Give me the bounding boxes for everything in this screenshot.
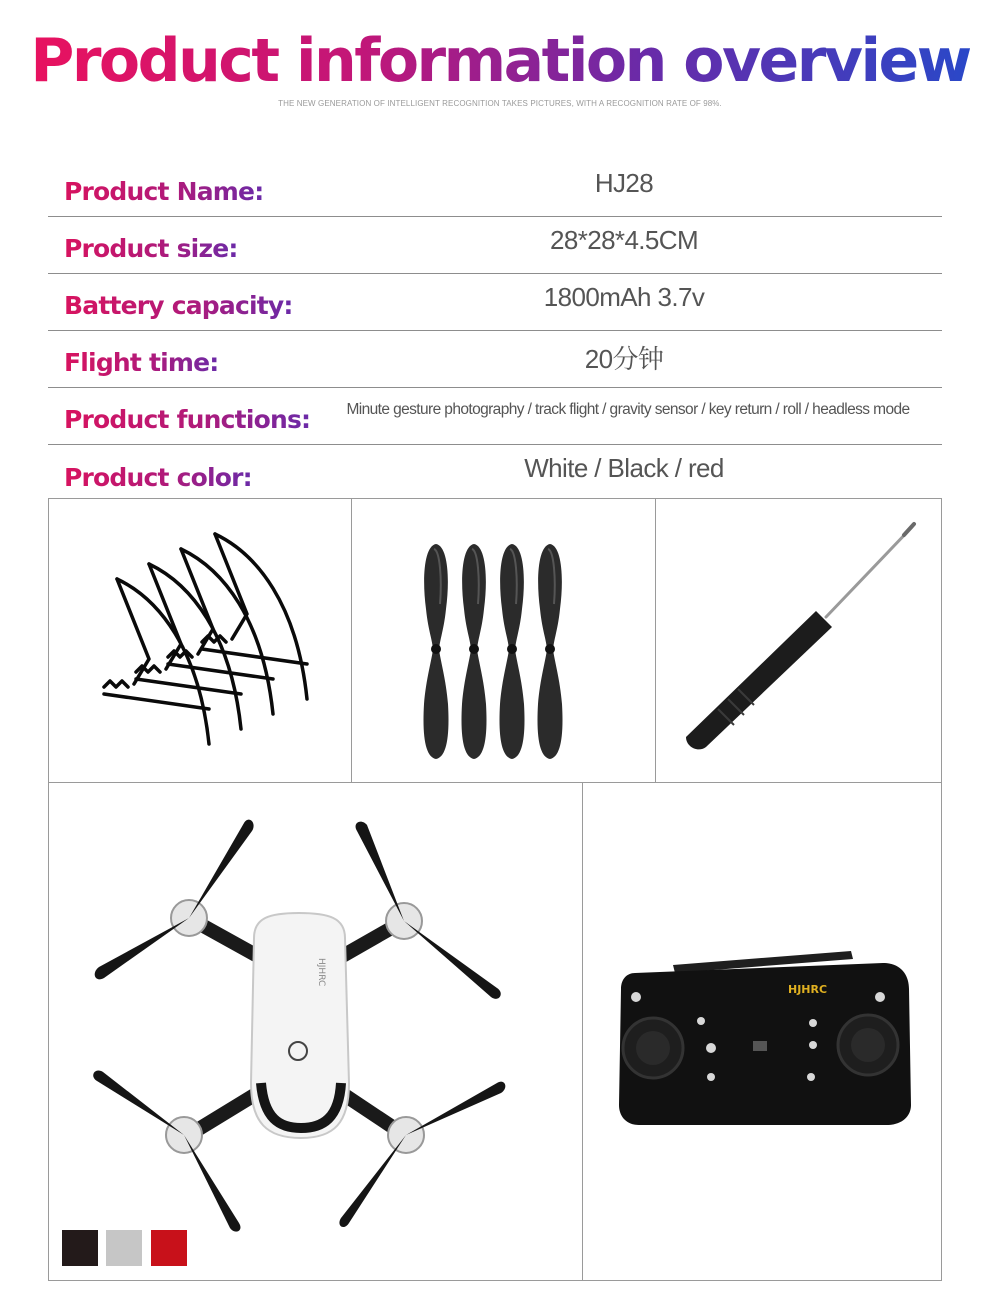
propeller-3 bbox=[500, 544, 525, 759]
drone-body bbox=[251, 913, 349, 1138]
spec-value: 20分钟 bbox=[584, 344, 664, 374]
spec-row-color bbox=[48, 445, 942, 502]
spec-label: Product color: bbox=[64, 463, 252, 492]
page-title: Product information overview bbox=[30, 26, 970, 96]
spec-label: Product size: bbox=[64, 234, 238, 263]
spec-value: Minute gesture photography / track flight / gravity sensor / key return / roll / headless mode bbox=[346, 401, 910, 418]
propellers-icon bbox=[352, 499, 655, 782]
spec-row-functions bbox=[48, 388, 942, 445]
propellers-image bbox=[351, 498, 656, 783]
swatch-silver bbox=[106, 1230, 142, 1266]
screwdriver-image bbox=[655, 498, 942, 783]
spec-value: White / Black / red bbox=[524, 453, 724, 483]
spec-value: 28*28*4.5CM bbox=[549, 225, 699, 255]
remote-brand-text: HJHRC bbox=[788, 983, 828, 996]
swatch-red bbox=[151, 1230, 187, 1266]
power-button bbox=[753, 1041, 767, 1051]
left-joystick-cap bbox=[636, 1031, 670, 1065]
drone-image bbox=[48, 782, 583, 1281]
screwdriver-icon bbox=[656, 499, 941, 782]
spec-table bbox=[48, 160, 942, 502]
spec-row-battery bbox=[48, 274, 942, 331]
spec-value: 1800mAh 3.7v bbox=[543, 282, 705, 312]
spec-row-flight-time bbox=[48, 331, 942, 388]
spec-value: HJ28 bbox=[594, 168, 654, 198]
color-swatches bbox=[62, 1230, 187, 1266]
spec-row-name bbox=[48, 160, 942, 217]
spec-label: Product functions: bbox=[64, 405, 311, 434]
guard-2 bbox=[136, 564, 241, 729]
guard-4 bbox=[202, 534, 307, 699]
spec-label: Flight time: bbox=[64, 348, 219, 377]
drone-brand-text: HJHRC bbox=[316, 958, 326, 987]
remote-controller-icon bbox=[583, 783, 941, 1280]
propeller-2 bbox=[462, 544, 487, 759]
guard-3 bbox=[168, 549, 273, 714]
spec-row-size bbox=[48, 217, 942, 274]
guard-1 bbox=[104, 579, 209, 744]
right-joystick-cap bbox=[851, 1028, 885, 1062]
page-subtitle: THE NEW GENERATION OF INTELLIGENT RECOGNITION TAKES PICTURES, WITH A RECOGNITION RATE OF 98%. bbox=[278, 99, 722, 108]
propeller-1 bbox=[424, 544, 449, 759]
propeller-4 bbox=[538, 544, 563, 759]
propeller-guards-image bbox=[48, 498, 352, 783]
swatch-black bbox=[62, 1230, 98, 1266]
spec-label: Battery capacity: bbox=[64, 291, 293, 320]
drone-icon bbox=[49, 783, 582, 1280]
spec-label: Product Name: bbox=[64, 177, 264, 206]
propeller-guards-icon bbox=[49, 499, 351, 782]
remote-controller-image bbox=[582, 782, 942, 1281]
